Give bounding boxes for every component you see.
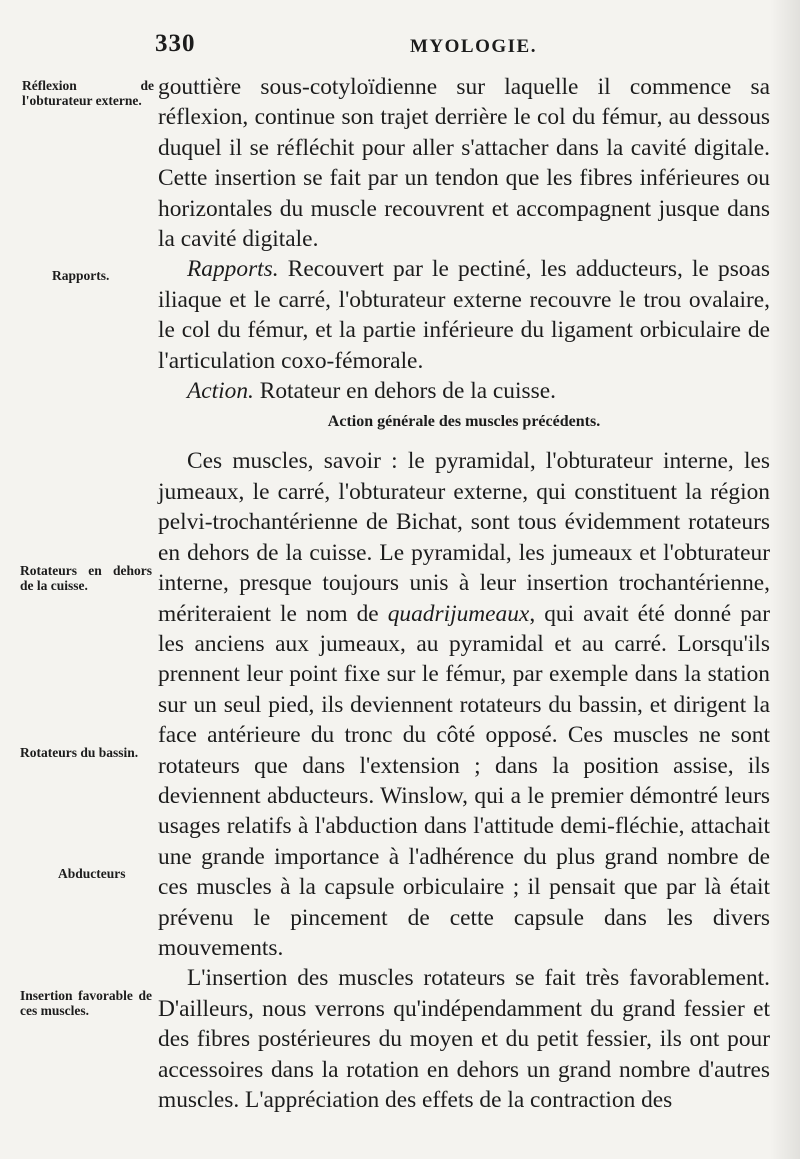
paragraph-action-generale (158, 446, 770, 963)
page-number: 330 (155, 30, 196, 57)
margin-note-reflexion: Réflexion de l'obturateur externe. (22, 78, 154, 108)
body-text (158, 72, 770, 1115)
page-edge-shadow (770, 0, 800, 1159)
margin-note-abducteurs: Abducteurs (58, 866, 126, 881)
paragraph-reflexion (158, 72, 770, 254)
italic-term: quadrijumeaux (387, 600, 530, 627)
action-label: Action. (187, 378, 254, 405)
margin-notes (0, 0, 160, 1159)
paragraph-text: , qui avait été donné par les anciens aux jumeaux, au pyramidal et au carré. Lorsqu'ils prennent leur point fixe sur le fémur, par exemple dans la station sur un seul pied, ils deviennent rotateurs du bassin, et dirigent la face antérieure du tronc du côté opposé. Ces muscles ne sont rotateurs que dans l'extension ; dans la position assise, ils deviennent abducteurs. Winslow, qui a le premier démontré leurs usages relatifs à l'abduction dans l'attitude demi-fléchie, attachait une grande importance à l'adhérence du plus grand nombre de ces muscles à la capsule orbiculaire ; il pensait que par là était prévenu le pincement de cette capsule dans les divers mouvements. (158, 600, 770, 961)
running-title: MYOLOGIE. (410, 36, 537, 57)
paragraph-rapports (158, 254, 770, 376)
margin-note-rotateurs-cuisse: Rotateurs en dehors de la cuisse. (20, 563, 152, 593)
paragraph-text: gouttière sous-cotyloïdienne sur laquelle il commence sa réflexion, continue son trajet derrière le col du fémur, au dessous duquel il se réfléchit pour aller s'attacher dans la cavité digitale. Cette insertion se fait par un tendon que les fibres inférieures ou horizontales du muscle recouvrent et accompagnent jusque dans la cavité digitale. (158, 74, 770, 253)
margin-note-rotateurs-bassin: Rotateurs du bassin. (20, 745, 139, 760)
margin-note-rapports: Rapports. (52, 268, 110, 283)
paragraph-text: Recouvert par le pectiné, les adducteurs, le psoas iliaque et le carré, l'obturateur externe recouvre le trou ovalaire, le col du fémur, et la partie inférieure du ligament orbiculaire de l'articulation coxo-fémorale. (158, 256, 770, 374)
paragraph-action (158, 376, 770, 406)
margin-note-insertion-favorable: Insertion favorable de ces muscles. (20, 988, 152, 1018)
paragraph-text: L'insertion des muscles rotateurs se fait très favorablement. D'ailleurs, nous verrons qu'indépendamment du grand fessier et des fibres postérieures du moyen et du petit fessier, ils ont pour accessoires dans la rotation en dehors un grand nombre d'autres muscles. L'appréciation des effets de la contraction des (158, 965, 770, 1113)
rapports-label: Rapports. (187, 256, 279, 283)
paragraph-text: Rotateur en dehors de la cuisse. (253, 378, 556, 405)
paragraph-insertion (158, 963, 770, 1115)
paragraph-text: Ces muscles, savoir : le pyramidal, l'obturateur interne, les jumeaux, le carré, l'obturateur externe, qui constituent la région pelvi-trochantérienne de Bichat, sont tous évidemment rotateurs en dehors de la cuisse. Le pyramidal, les jumeaux et l'obturateur interne, presque toujours unis à leur insertion trochantérienne, mériteraient le nom de (158, 448, 770, 627)
section-subheading: Action générale des muscles précédents. (327, 413, 601, 431)
